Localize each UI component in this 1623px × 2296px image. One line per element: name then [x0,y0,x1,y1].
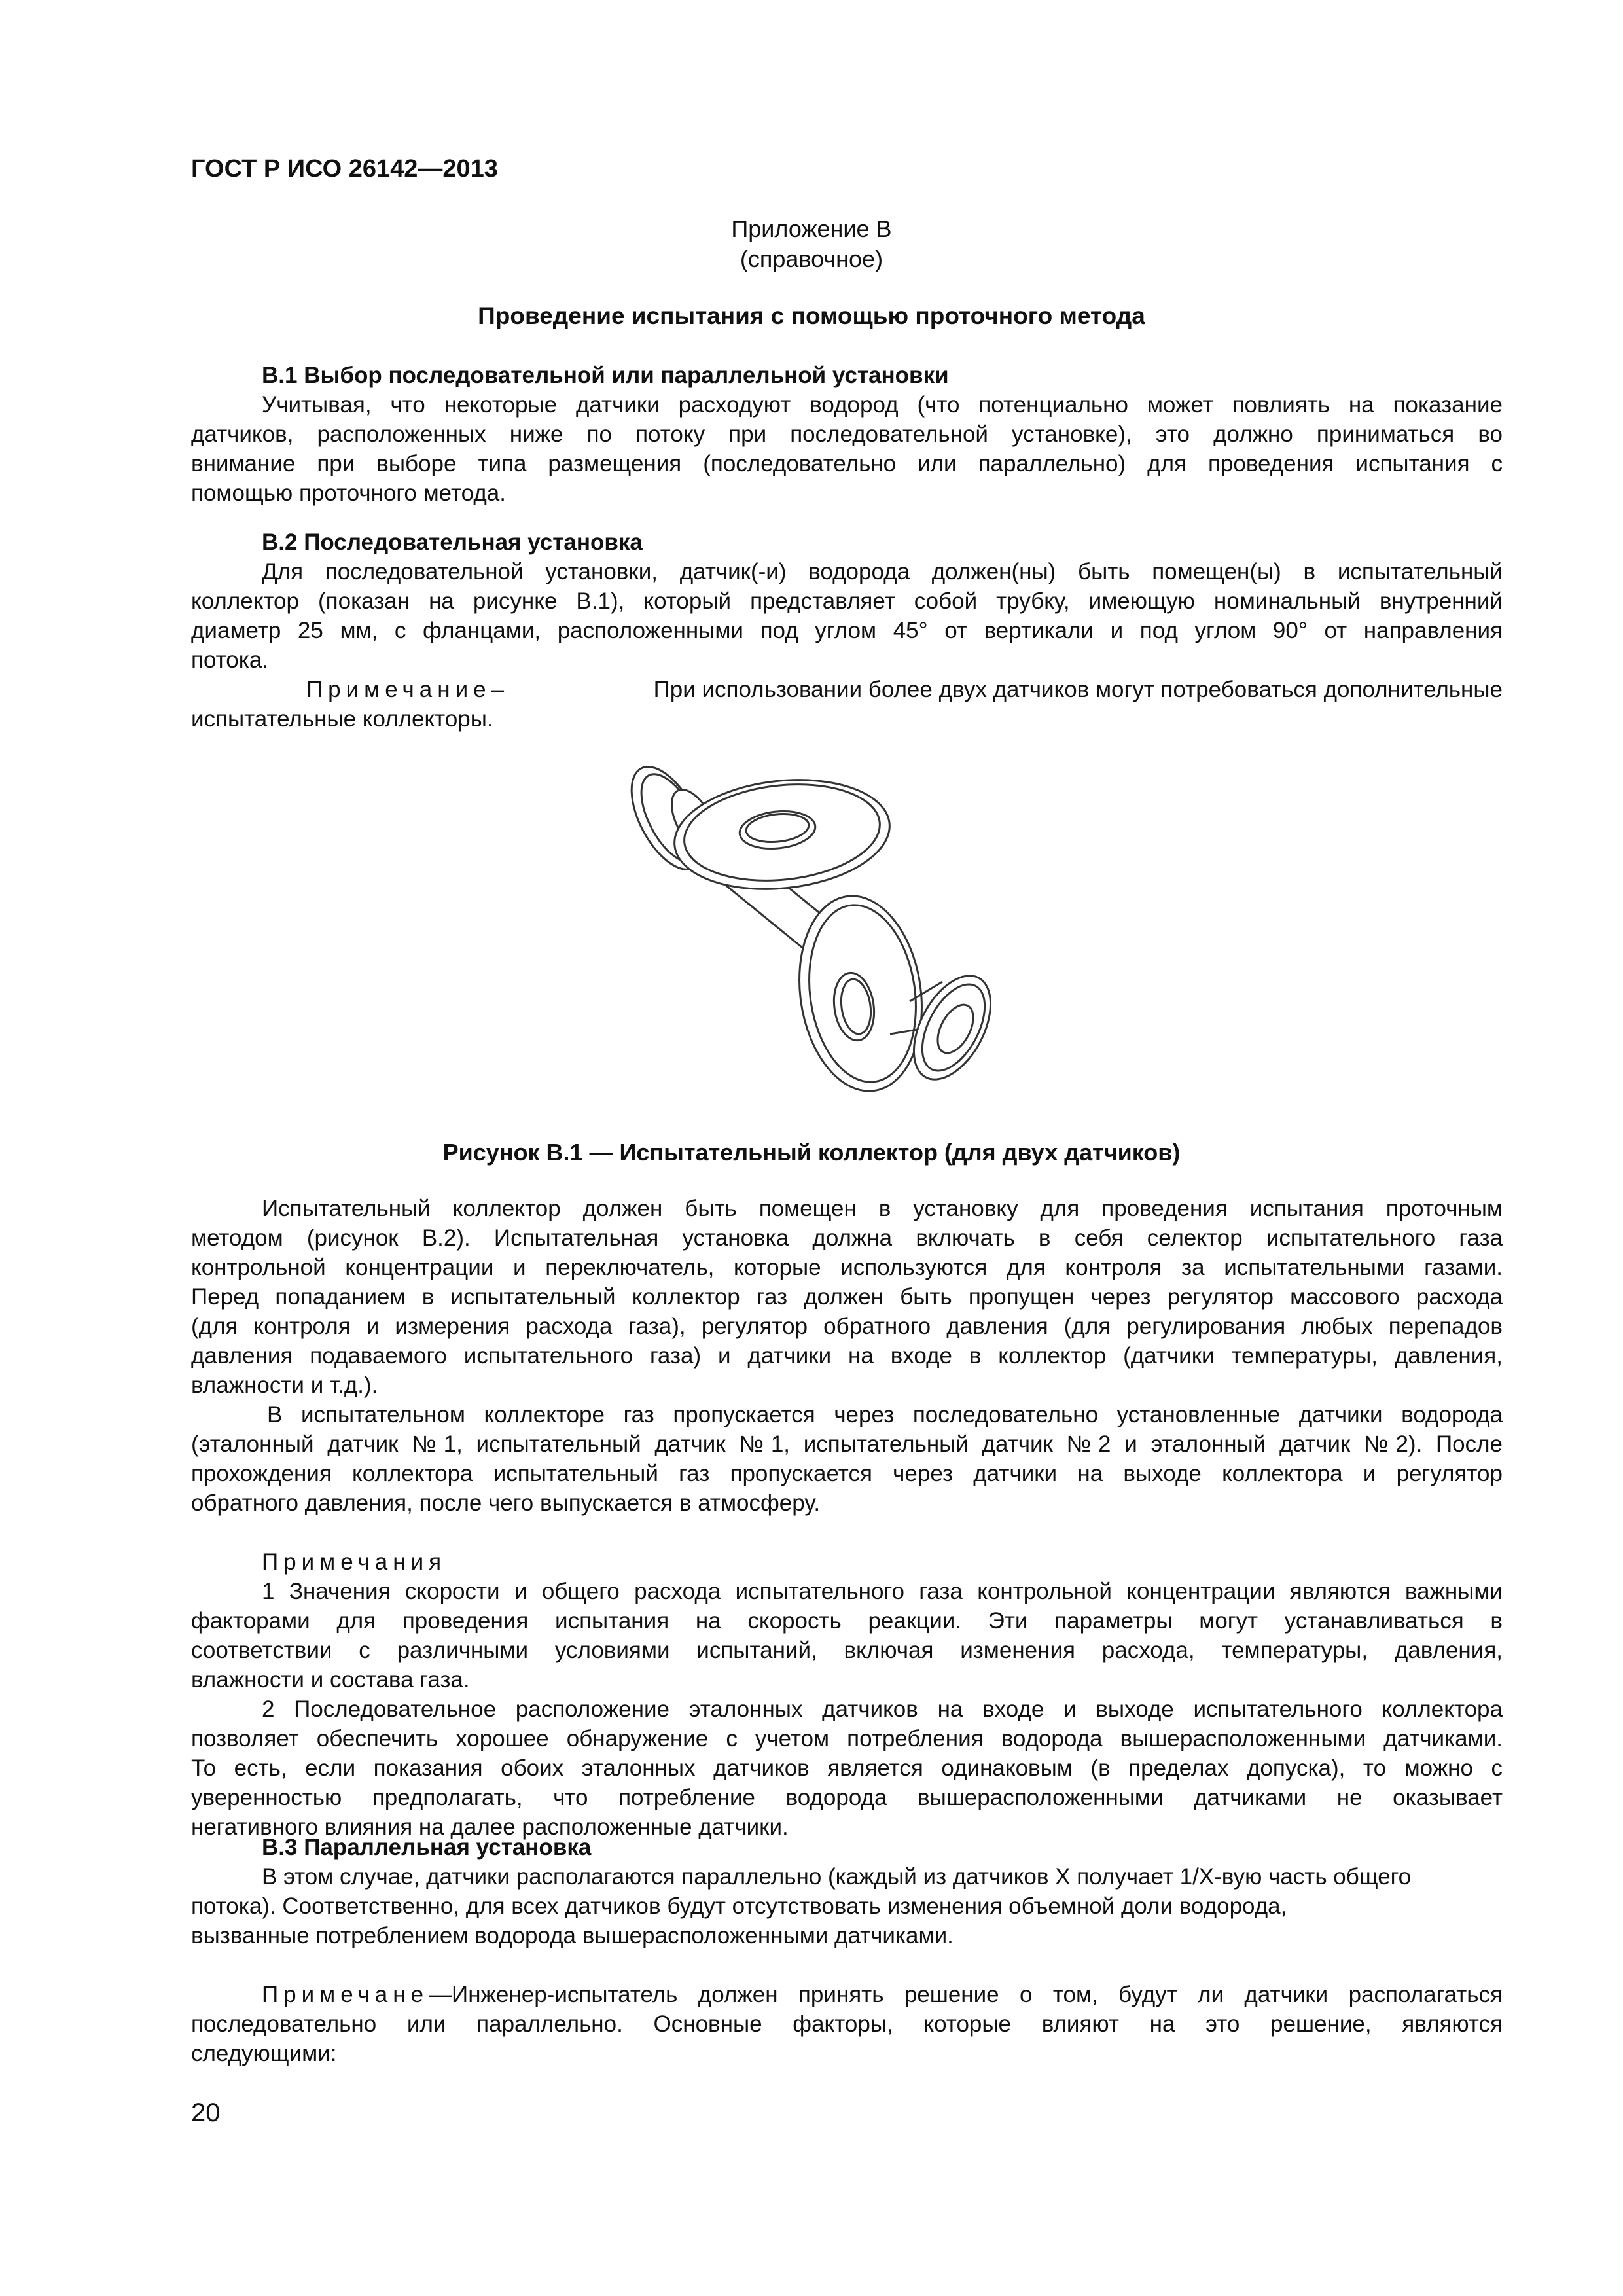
body-line: Испытательный коллектор должен быть помещен в установку для проведения испытания проточным [262,1196,1503,1221]
section-b3-line: вызванные потреблением водорода вышерасположенными датчиками. [191,1923,954,1948]
section-b3-note-line: последовательно или параллельно. Основные факторы, которые влияют на это решение, являются [191,2011,1503,2037]
section-b1-line: датчиков, расположенных ниже по потоку при последовательной установке), это должно приниматься во [191,422,1503,447]
section-b2-heading: В.2 Последовательная установка [262,529,643,555]
section-b2 [191,528,1503,734]
section-b2-note [191,675,1503,704]
lower-sensor-flange [787,888,934,1093]
section-b3-note-line: следующими: [191,2041,337,2066]
section-b3-line: потока). Соответственно, для всех датчиков будут отсутствовать изменения объемной доли водорода, [191,1893,1287,1919]
note-label: Примечане [262,1982,429,2007]
body-line: контрольной концентрации и переключатель, которые используются для контроля за испытательными газами. [191,1255,1503,1280]
appendix-type: (справочное) [740,245,883,272]
section-b1-line: внимание при выборе типа размещения (последовательно или параллельно) для проведения испытания с [191,451,1503,476]
notes-label: Примечания [262,1549,447,1575]
note-1-line: влажности и состава газа. [191,1667,470,1693]
section-b1 [191,361,1503,508]
section-b1-line: помощью проточного метода. [191,480,506,506]
section-b2-line: потока. [191,647,269,673]
upper-sensor-flange [669,770,895,899]
body-line: Перед попаданием в испытательный коллектор газ должен быть пропущен через регулятор массового расхода [191,1284,1503,1310]
body-line: прохождения коллектора испытательный газ пропускается через датчики на выходе коллектора и регулятор [191,1461,1503,1486]
section-b2-line: коллектор (показан на рисунке В.1), который представляет собой трубку, имеющую номинальный внутренний [191,588,1503,614]
body-line: обратного давления, после чего выпускается в атмосферу. [191,1490,821,1516]
body-line: В испытательном коллекторе газ пропускается через последовательно установленные датчики водорода [267,1402,1503,1427]
note-1-line: 1 Значения скорости и общего расхода испытательного газа контрольной концентрации являются важными [262,1579,1503,1604]
appendix-title: Проведение испытания с помощью проточного метода [478,302,1145,329]
section-b1-heading: В.1 Выбор последовательной или параллельной установки [262,363,949,388]
section-b2-note-cont: испытательные коллекторы. [191,706,493,732]
note-2-line: уверенностью предполагать, что потребление водорода вышерасположенными датчиками не оказывает [191,1785,1503,1810]
document-header: ГОСТ Р ИСО 26142—2013 [191,155,498,183]
note-2-line: позволяет обеспечить хорошее обнаружение с учетом потребления водорода вышерасположенными датчиками. [191,1726,1503,1751]
section-b2-line: диаметр 25 мм, с фланцами, расположенными под углом 45° от вертикали и под углом 90° от направления [191,618,1503,643]
page-number: 20 [191,2098,221,2127]
section-b2-body [191,1194,1503,1842]
figure-caption: Рисунок В.1 — Испытательный коллектор (для двух датчиков) [442,1139,1181,1166]
note-2-line: 2 Последовательное расположение эталонных датчиков на входе и выходе испытательного коллектора [262,1696,1503,1722]
body-line: (для контроля и измерения расхода газа), регулятор обратного давления (для регулирования любых перепадов [191,1314,1503,1339]
note-text: Инженер-испытатель должен принять решение о том, будут ли датчики располагаться [452,1982,1503,2007]
body-line: влажности и т.д.). [191,1372,378,1398]
note-2-line: негативного влияния на далее расположенные датчики. [191,1814,789,1840]
test-manifold-figure [628,753,995,1093]
note-1-line: соответствии с различными условиями испытаний, включая изменения расхода, температуры, давления, [191,1638,1503,1663]
note-1-line: факторами для проведения испытания на скорость реакции. Эти параметры могут устанавливаться в [191,1608,1503,1634]
body-line: методом (рисунок В.2). Испытательная установка должна включать в себя селектор испытательного газа [191,1225,1503,1251]
section-b3-note [191,1980,1503,2009]
note-label: Примечание– [306,677,510,702]
section-b3-line: В этом случае, датчики располагаются параллельно (каждый из датчиков X получает 1/X-вую часть общего [262,1864,1412,1890]
note-text: При использовании более двух датчиков могут потребоваться дополнительные [653,677,1503,702]
section-b3-heading: В.3 Параллельная установка [262,1835,592,1860]
section-b3 [191,1833,1503,2068]
section-b1-line: Учитывая, что некоторые датчики расходуют водород (что потенциально может повлиять на показание [262,392,1503,418]
appendix-label: Приложение В [731,215,892,242]
note-dash: — [429,1982,452,2007]
body-line: давления подаваемого испытательного газа) и датчики на входе в коллектор (датчики температуры, давления, [191,1343,1503,1369]
note-2-line: То есть, если показания обоих эталонных датчиков является одинаковым (в пределах допуска), то можно с [191,1755,1503,1781]
section-b2-line: Для последовательной установки, датчик(-и) водорода должен(ны) быть помещен(ы) в испытательный [262,559,1503,584]
body-line: (эталонный датчик №1, испытательный датчик №1, испытательный датчик №2 и эталонный датчик №2). После [191,1431,1503,1457]
